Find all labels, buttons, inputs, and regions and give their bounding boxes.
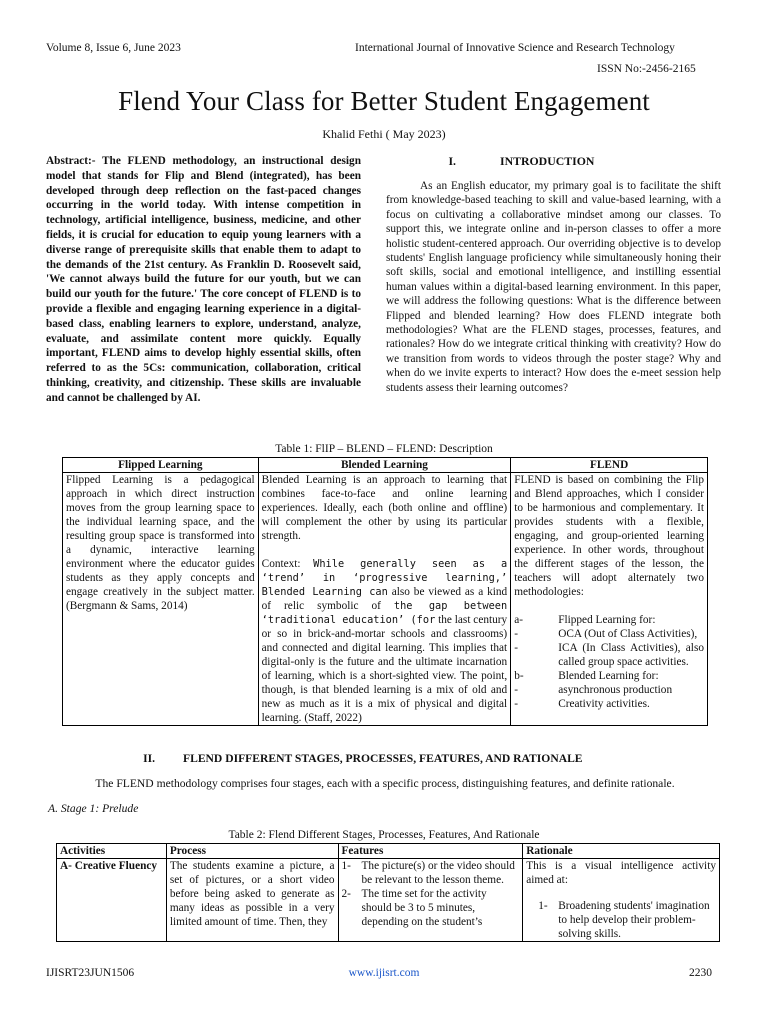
blended-context xyxy=(262,557,508,725)
table-row xyxy=(57,859,720,942)
context-handwritten-text: the gap between ‘traditional education’ (for xyxy=(261,600,508,626)
table-header-cell: Flipped Learning xyxy=(63,458,259,473)
table-header-cell: Process xyxy=(166,844,338,859)
paper-title: Flend Your Class for Better Student Engagement xyxy=(118,86,650,116)
list-text: Flipped Learning for: xyxy=(558,614,656,626)
list-item xyxy=(526,899,716,941)
table-cell-activity: A- Creative Fluency xyxy=(57,859,167,942)
blended-paragraph: Blended Learning is an approach to learning that combines face-to-face and online learning experiences. Ideally, each (both online and offline) will complement the other by using its particular strength. xyxy=(261,474,508,542)
list-item xyxy=(342,887,520,929)
list-item xyxy=(514,669,704,683)
context-text: also be viewed as a kind of relic symbolic of xyxy=(261,586,508,612)
table2 xyxy=(56,843,720,942)
list-marker: 1- xyxy=(538,900,548,912)
list-text: OCA (Out of Class Activities), xyxy=(558,628,698,640)
list-text: The picture(s) or the video should be relevant to the lesson theme. xyxy=(361,860,515,886)
list-marker: 2- xyxy=(341,888,351,900)
list-text: The time set for the activity should be 3 to 5 minutes, depending on the student’s xyxy=(361,888,487,928)
introduction-body: As an English educator, my primary goal is to facilitate the shift from knowledge-based teaching to skill and value-based learning, with a focus on cultivating a collaborative mindset among our classes. To support this, we integrate online and in-person classes to offer a more holistic student-centered approach. Our overriding objective is to develop students' English language proficiency while simultaneously honing their soft skills, social and emotional intelligence, and instilling essential human values within a digital-based learning environment. In this paper, we will address the following questions: What is the difference between Flipped and blended learning? How does FLEND integrate both methodologies? What are the FLEND stages, processes, features, and rationales? How do we integrate critical thinking with creativity? How do we transition from words to videos through the poster stage? Why and when do we invite experts to interact? How does the e-meet session help students assess their learning outcomes? xyxy=(386,180,721,394)
context-handwritten-text: While generally seen as a ‘trend’ in ‘progressive learning,’ Blended Learning can xyxy=(261,558,508,598)
table1 xyxy=(62,457,708,726)
list-marker: - xyxy=(514,698,518,710)
list-item xyxy=(514,683,704,697)
flend-paragraph: FLEND is based on combining the Flip and Blend approaches, which I consider to be harmonious and complementary. It provides students with a flexible, engaging, and group-oriented learning experience. In other words, throughout the different stages of the lesson, the teachers will adopt alternately two methodologies: xyxy=(514,474,704,598)
list-marker: b- xyxy=(514,670,524,682)
table-header-row xyxy=(63,458,708,473)
table-cell-features xyxy=(338,859,523,942)
list-item xyxy=(514,627,704,641)
table-header-row xyxy=(57,844,720,859)
table-cell-rationale xyxy=(523,859,720,942)
rationale-intro: This is a visual intelligence activity aimed at: xyxy=(526,860,716,886)
list-text: Broadening students' imagination to help develop their problem-solving skills. xyxy=(558,900,710,940)
context-label: Context: xyxy=(261,558,314,570)
header-journal: International Journal of Innovative Science and Research Technology xyxy=(355,42,675,54)
list-text: asynchronous production xyxy=(558,684,673,696)
section-title: FLEND DIFFERENT STAGES, PROCESSES, FEATURES, AND RATIONALE xyxy=(183,752,583,765)
table-header-cell: Blended Learning xyxy=(258,458,511,473)
list-item xyxy=(514,697,704,711)
section2-body: The FLEND methodology comprises four stages, each with a specific process, distinguishing features, and definite rationale. xyxy=(95,777,675,790)
list-item xyxy=(514,613,704,627)
list-item xyxy=(342,859,520,887)
list-marker: 1- xyxy=(341,860,351,872)
list-text: ICA (In Class Activities), also called group space activities. xyxy=(558,642,704,668)
abstract: Abstract:- The FLEND methodology, an instructional design model that stands for Flip and Blend (integrated), has been developed through deep reflection on the fast-paced changes occurring in the world today. With intense competition in technology, artificial intelligence, business, medicine, and other fields, it is crucial for education to equip young learners with a diverse range of prerequisite skills that enable them to adapt to the demands of the 21st century. As Franklin D. Roosevelt said, 'We cannot always build the future for our youth, but we can build our youth for the future.' The core concept of FLEND is to provide a flexible and engaging learning experience in a digital-based class, enabling learners to explore, understand, analyze, evaluate, and assimilate content more quickly. Equally important, FLEND aims to develop highly essential skills, often referred to as the 5Cs: communication, collaboration, critical thinking, creativity, and citizenship. These skills are invaluable and cannot be challenged by AI. xyxy=(46,155,361,404)
section-number: I. xyxy=(448,154,456,168)
table-cell-process: The students examine a picture, a set of pictures, or a short video before being asked to generate as many ideas as possible in a very limited amount of time. Then, they xyxy=(166,859,338,942)
footer-page-number: 2230 xyxy=(689,967,712,979)
list-marker: - xyxy=(514,642,518,654)
context-text: the last century or so in brick-and-mortar schools and classrooms) and connected and digital learning. This implies that digital-only is the future and the ultimate incarnation of learning, which is a short-sighted view. The point, though, is that blended learning is a mix of old and new as much as it is a mix of physical and digital learning. (Staff, 2022) xyxy=(261,614,508,724)
author-line: Khalid Fethi ( May 2023) xyxy=(322,127,446,141)
section-title: INTRODUCTION xyxy=(500,154,595,168)
list-marker: - xyxy=(514,684,518,696)
subsection-heading: A. Stage 1: Prelude xyxy=(48,802,139,815)
section-heading-introduction xyxy=(386,154,716,169)
table1-caption: Table 1: FlIP – BLEND – FLEND: Description xyxy=(275,443,493,455)
list-text: Blended Learning for: xyxy=(558,670,659,682)
table-header-cell: Rationale xyxy=(523,844,720,859)
footer-website-link[interactable]: www.ijisrt.com xyxy=(348,967,420,979)
section-number: II. xyxy=(143,752,155,765)
table-cell-flend xyxy=(511,473,708,726)
header-volume: Volume 8, Issue 6, June 2023 xyxy=(46,42,181,54)
list-text: Creativity activities. xyxy=(558,698,650,710)
list-marker: - xyxy=(514,628,518,640)
header-issn: ISSN No:-2456-2165 xyxy=(597,63,696,75)
list-marker: a- xyxy=(514,614,523,626)
table-header-cell: FLEND xyxy=(511,458,708,473)
table-row xyxy=(63,473,708,726)
table-cell-blended xyxy=(258,473,511,726)
footer-paper-id: IJISRT23JUN1506 xyxy=(46,967,135,979)
table-header-cell: Activities xyxy=(57,844,167,859)
table2-caption: Table 2: Flend Different Stages, Processes, Features, And Rationale xyxy=(228,829,540,841)
list-item xyxy=(514,641,704,669)
table-cell-flipped: Flipped Learning is a pedagogical approach in which direct instruction moves from the group learning space to the individual learning space, and the resulting group space is transformed into a dynamic, interactive learning environment where the educator guides students as they apply concepts and engage creatively in the subject matter. (Bergmann & Sams, 2014) xyxy=(63,473,259,726)
section-heading-stages xyxy=(40,752,730,765)
table-header-cell: Features xyxy=(338,844,523,859)
